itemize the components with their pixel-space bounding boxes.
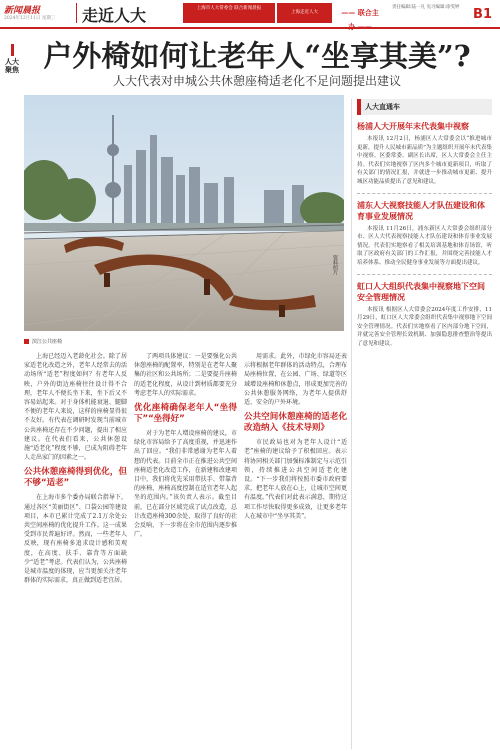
section-name: 走近人大	[82, 6, 147, 25]
article-paragraph: 市民政局也对为老年人设计“适老”座椅的建议给予了积极回应。表示将协同相关部门加强标准制定与示范引领，持续推进公共空间适老化建设。“下一步我们将按照市委市政府要求，把老年人放在心上，让城市空间更有温度。”代表们对此表示满意，期待这项工作尽快取得更多成效，让更多老年人在城市中“坐享其美”。	[244, 439, 347, 520]
brief-heading: 杨浦人大开展年末代表集中视察	[357, 122, 469, 131]
article-subheading: 公共空间休憩座椅的适老化改造纳入《技术导则》	[244, 412, 347, 434]
article-column-1	[24, 352, 127, 748]
article-column-3	[244, 352, 347, 748]
caption-text: 滨江公共座椅	[32, 339, 63, 345]
caption-marker	[24, 339, 29, 344]
brief-divider	[357, 274, 492, 275]
article-paragraph: 了两项具体建议：一是要强化公共休憩座椅的配置率，特别是在老年人聚集的社区和公共场所；二是要提升座椅的适老化程度，从设计到材质都要充分考虑老年人的实际需求。	[134, 353, 237, 397]
newspaper-logo: 新闻晨报	[4, 6, 41, 16]
side-column-tag	[5, 44, 19, 74]
article-paragraph: 用需求。此外，市绿化市容局还表示将根据老年群体的活动特点，合理布局座椅位置，在公园、广场、绿道等区域增设座椅和休憩点，形成更加完善的公共休憩服务网络，为老年人提供舒适、安全的户外环境。	[244, 353, 347, 407]
side-tag-text: 人大聚焦	[5, 57, 19, 74]
issue-date: 2024年12月11日 星期三	[4, 16, 56, 21]
waterfront-bench-photo	[24, 95, 344, 331]
article-subheading: 公共休憩座椅得到优化，但不够“适老”	[24, 467, 127, 489]
article-subheading: 优化座椅确保老年人“坐得下”“坐得好”	[134, 403, 237, 425]
brief-heading: 虹口人大组织代表集中视察地下空间安全管理情况	[357, 281, 485, 302]
subheadline: 人大代表对申城公共休憩座椅适老化不足问题提出建议	[112, 74, 401, 88]
photo-credit: 资料照片	[332, 255, 338, 275]
page-number: B1	[473, 7, 492, 22]
header-banner-1: 上海市人大常委会 联合新闻晨报	[183, 3, 275, 23]
header-banner-3: —— 联合主	[335, 3, 385, 23]
article-column-2	[134, 352, 237, 748]
brief-section-title: 人大直通车	[357, 99, 492, 115]
brief-text: 本报讯 根据区人大常委会2024年度工作安排，11月29日，虹口区人大常委会组织代表集中视察地下空间安全管理情况。代表们实地察看了区内部分地下空间，并就完善安全管理长效机制、加强隐患排查整治等提出了意见和建议。	[357, 306, 492, 347]
photo-caption	[24, 338, 344, 345]
column-divider	[351, 99, 352, 749]
news-brief-column	[357, 99, 492, 749]
header-rule	[0, 27, 500, 29]
tag-accent-bar	[11, 44, 14, 56]
article-paragraph: 上海已经迈入老龄化社会。除了居家适老化改造之外，老年人经常去的活动场所“适老”程度如何？有老年人反映，户外的街边座椅往往设计得不合理，老年人不便长坐下来，坐下后又不容易站起来。对于身体机能衰退、腿脚不便的老年人来说，这样的座椅显得很不友好。有代表在调研时发现当前城市公共座椅还存在不少问题，提出了相应建议。在代表们看来，公共休憩设施“适老化”程度不够，已成为阻碍老年人走出家门的因素之一。	[24, 353, 127, 462]
page-header	[0, 0, 500, 30]
brief-heading: 浦东人大视察技能人才队伍建设和体育事业发展情况	[357, 200, 485, 221]
article-paragraph: 在上海市多个委办局联合指导下，通过各区“美丽街区”、口袋公园等建设项目，本市已累计完成了2.1万余处公共空间座椅的优化提升工作。这一成果受到市民普遍好评。然而，一些老年人反映，现有座椅多追求设计感和美观度，在高度、扶手、靠背等方面缺少“适老”考虑。代表们认为，公共座椅是城市温度的体现，应当更加关注老年群体的实际需求，真正做到适老宜居。	[24, 494, 127, 585]
header-banner-2: 上海走近人大	[277, 3, 332, 23]
brief-divider	[357, 193, 492, 194]
header-divider	[76, 3, 77, 23]
brief-text: 本报讯 12月2日，杨浦区人大常委会以“推进城市更新，提升人民城市新品质”为主题组织开展年末代表集中视察。区委常委、副区长出席，区人大常委会主任主持。代表们实地视察了区内多个城市更新项目，听取了有关部门的情况汇报，并就进一步推动城市更新、提升城区功能品质提出了意见和建议。	[357, 136, 492, 185]
headline: 户外椅如何让老年人“坐享其美”?	[43, 39, 471, 73]
brief-text: 本报讯 11月26日，浦东新区人大常委会组织部分市、区人大代表视察技能人才队伍建设和体育事业发展情况。代表们实地察看了相关培训基地和体育场馆，听取了区政府有关部门的工作汇报，并围绕完善技能人才培养体系、推动全民健身事业发展等方面提出建议。	[357, 225, 492, 266]
article-paragraph: 对于为老年人增设座椅的建议，市绿化市容局给予了高度重视，并迅速作出了回应。“我们非常感谢为老年人着想的代表。目前全市正在推进公共空间座椅适老化改造工作，在新建和改建项目中，我们将优先采用带扶手、带靠背的座椅，座椅高度控制在适宜老年人起坐的范围内。”该负责人表示。截至目前，已在部分区域完成了试点改造，总计改造座椅300余处，取得了良好的社会反响，下一步将在全市范围内逐步推广。	[134, 430, 237, 539]
editor-credit: 责任编辑:陆一凡 见习编辑:徐雯婷	[392, 5, 460, 10]
